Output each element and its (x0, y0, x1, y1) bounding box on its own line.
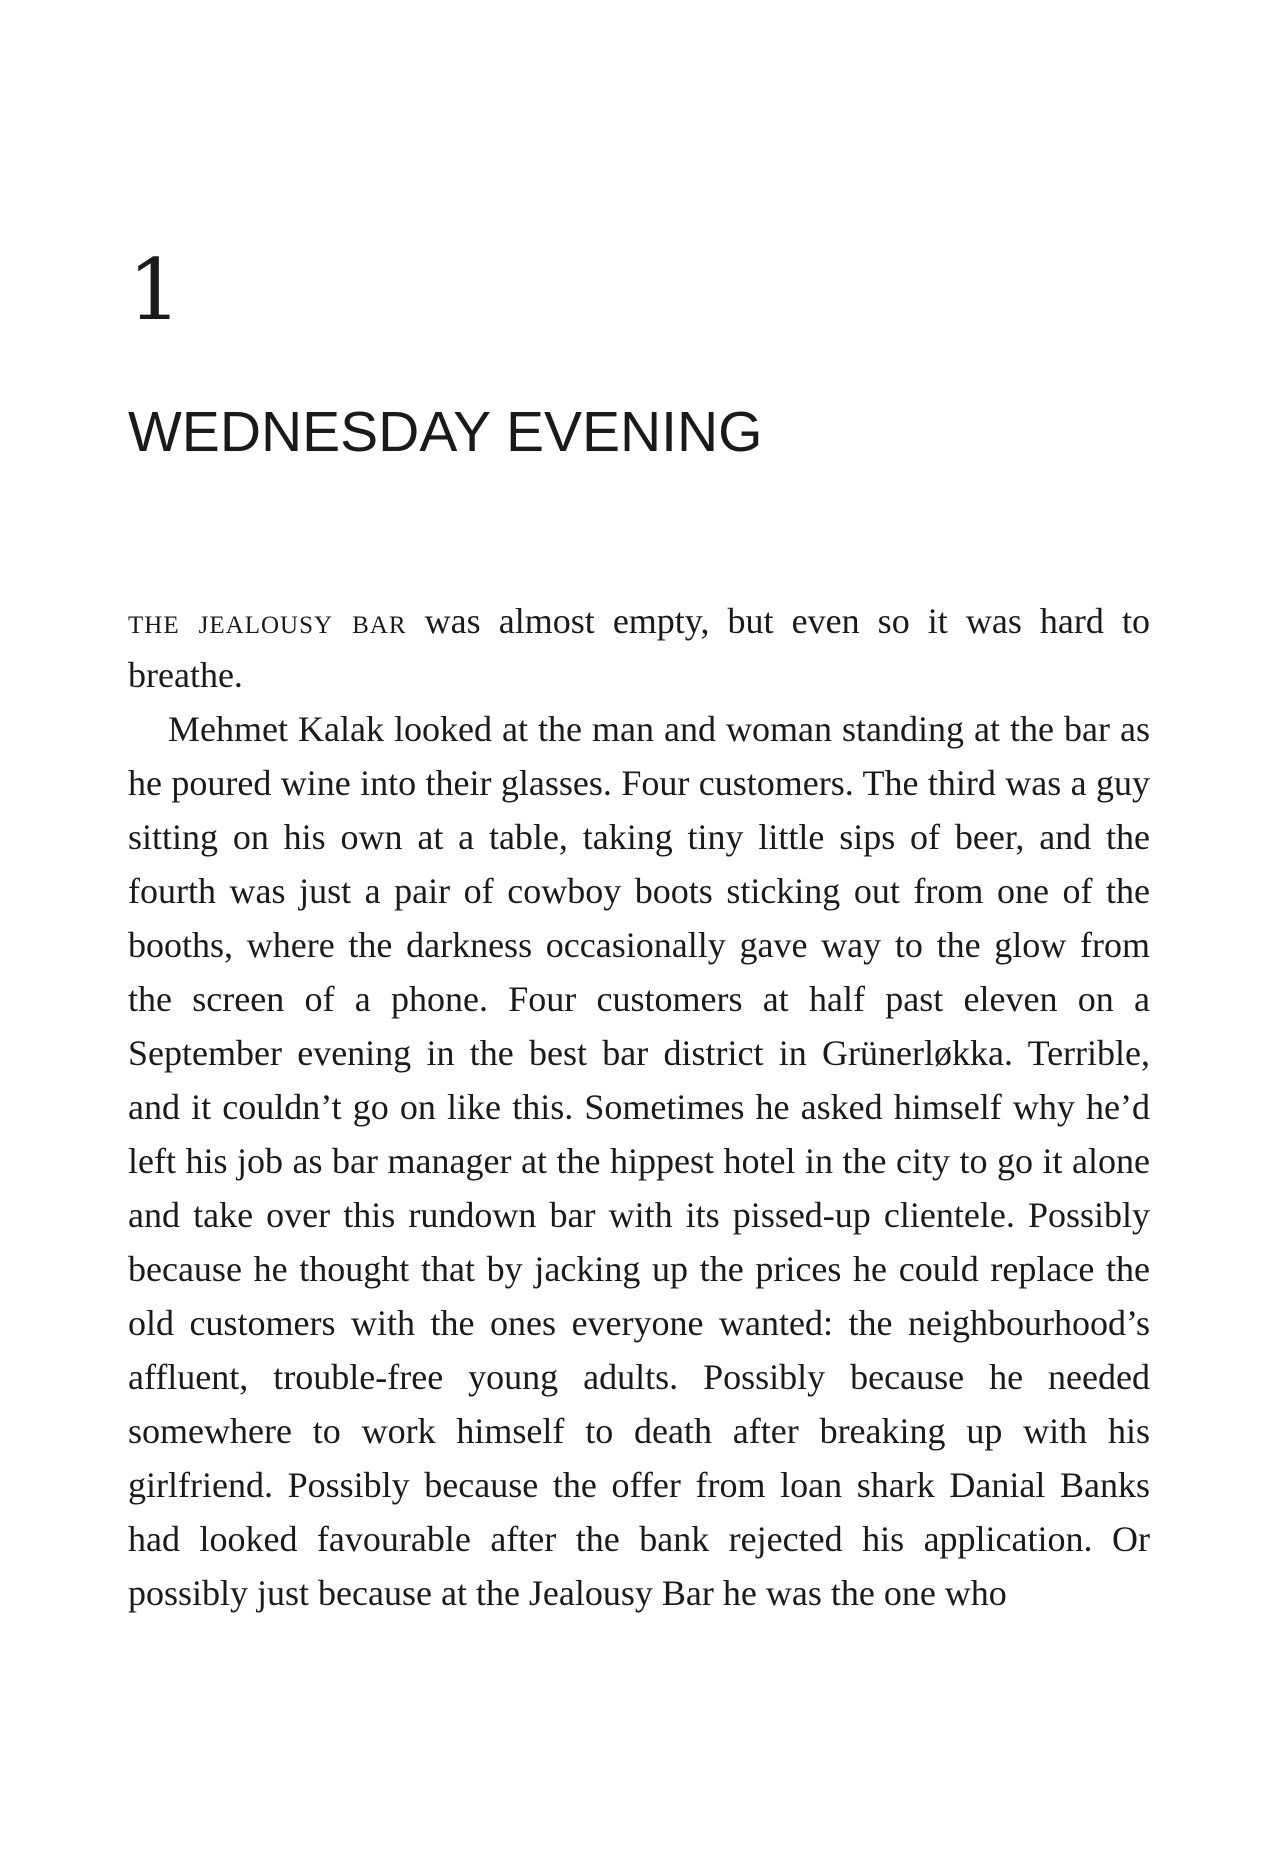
book-page (128, 0, 1152, 1862)
chapter-title: WEDNESDAY EVENING (128, 400, 763, 464)
chapter-body (128, 594, 1150, 1620)
chapter-number: 1 (128, 241, 182, 339)
paragraph-opening (128, 594, 1150, 702)
opening-text: was almost empty, but even so it was hard to breathe. (128, 601, 1150, 695)
opening-small-caps: the jealousy bar (128, 601, 407, 641)
paragraph-second: Mehmet Kalak looked at the man and woman standing at the bar as he poured wine into their glasses. Four customers. The third was a guy sitting on his own at a table, taking tiny little sips of beer, and the fourth was just a pair of cowboy boots sticking out from one of the booths, where the darkness occasionally gave way to the glow from the screen of a phone. Four customers at half past eleven on a September evening in the best bar district in Grünerløkka. Terrible, and it couldn’t go on like this. Sometimes he asked himself why he’d left his job as bar manager at the hippest hotel in the city to go it alone and take over this rundown bar with its pissed-up clientele. Possibly because he thought that by jacking up the prices he could replace the old customers with the ones everyone wanted: the neighbourhood’s affluent, trouble-free young adults. Possibly because he needed somewhere to work himself to death after breaking up with his girlfriend. Possibly because the offer from loan shark Danial Banks had looked favourable after the bank rejected his application. Or possibly just because at the Jealousy Bar he was the one who (128, 709, 1150, 1613)
